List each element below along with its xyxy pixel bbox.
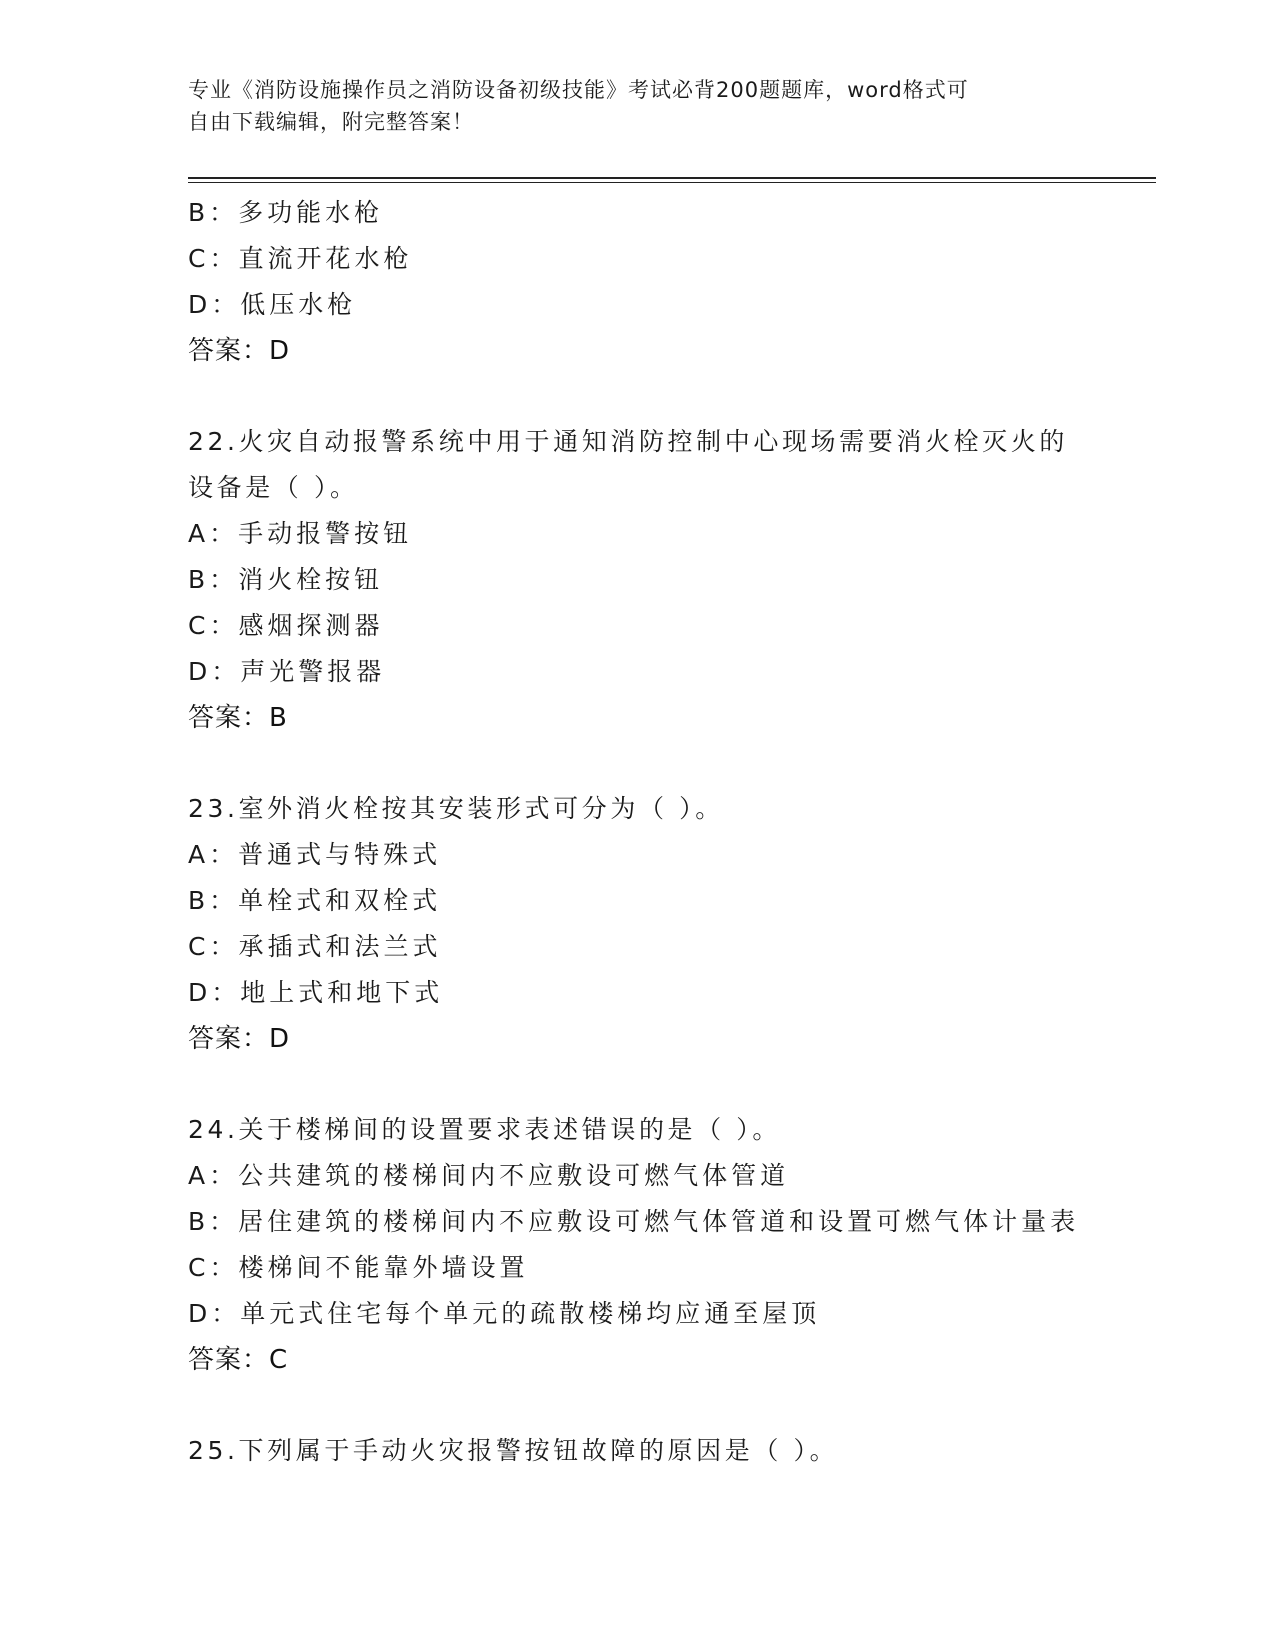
header-divider	[188, 177, 1156, 183]
option-b: B：居住建筑的楼梯间内不应敷设可燃气体管道和设置可燃气体计量表	[188, 1207, 1080, 1236]
header-line-1: 专业《消防设施操作员之消防设备初级技能》考试必背200题题库，word格式可	[188, 78, 969, 102]
option-c: C：承插式和法兰式	[188, 932, 442, 961]
question-stem: 24.关于楼梯间的设置要求表述错误的是（ ）。	[188, 1115, 782, 1144]
question-stem: 25.下列属于手动火灾报警按钮故障的原因是（ ）。	[188, 1436, 839, 1465]
question-stem: 23.室外消火栓按其安装形式可分为（ ）。	[188, 794, 724, 823]
spacer	[188, 374, 1168, 419]
spacer	[188, 1383, 1168, 1428]
option-c: C：感烟探测器	[188, 611, 384, 640]
option-d: D：单元式住宅每个单元的疏散楼梯均应通至屋顶	[188, 1299, 821, 1328]
question-22	[188, 419, 1168, 741]
question-stem: 22.火灾自动报警系统中用于通知消防控制中心现场需要消火栓灭火的	[188, 427, 1068, 456]
answer-line: 答案：B	[188, 703, 288, 733]
option-b: B：单栓式和双栓式	[188, 886, 442, 915]
option-c: C：直流开花水枪	[188, 244, 413, 273]
question-21-continued	[188, 190, 1168, 374]
option-b: B：消火栓按钮	[188, 565, 384, 594]
answer-line: 答案：C	[188, 1345, 289, 1375]
option-a: A：手动报警按钮	[188, 519, 413, 548]
option-d: D：声光警报器	[188, 657, 386, 686]
header-line-2: 自由下载编辑，附完整答案！	[188, 110, 474, 134]
option-c: C：楼梯间不能靠外墙设置	[188, 1253, 529, 1282]
spacer	[188, 741, 1168, 786]
spacer	[188, 1062, 1168, 1107]
question-stem-continued: 设备是（ ）。	[188, 473, 359, 502]
question-23	[188, 786, 1168, 1062]
document-header	[188, 74, 1068, 138]
answer-line: 答案：D	[188, 336, 291, 366]
option-a: A：公共建筑的楼梯间内不应敷设可燃气体管道	[188, 1161, 790, 1190]
option-a: A：普通式与特殊式	[188, 840, 442, 869]
option-d: D：低压水枪	[188, 290, 357, 319]
question-list	[188, 190, 1168, 1474]
option-d: D：地上式和地下式	[188, 978, 444, 1007]
option-b: B：多功能水枪	[188, 198, 384, 227]
question-24	[188, 1107, 1168, 1383]
answer-line: 答案：D	[188, 1024, 291, 1054]
question-25	[188, 1428, 1168, 1474]
